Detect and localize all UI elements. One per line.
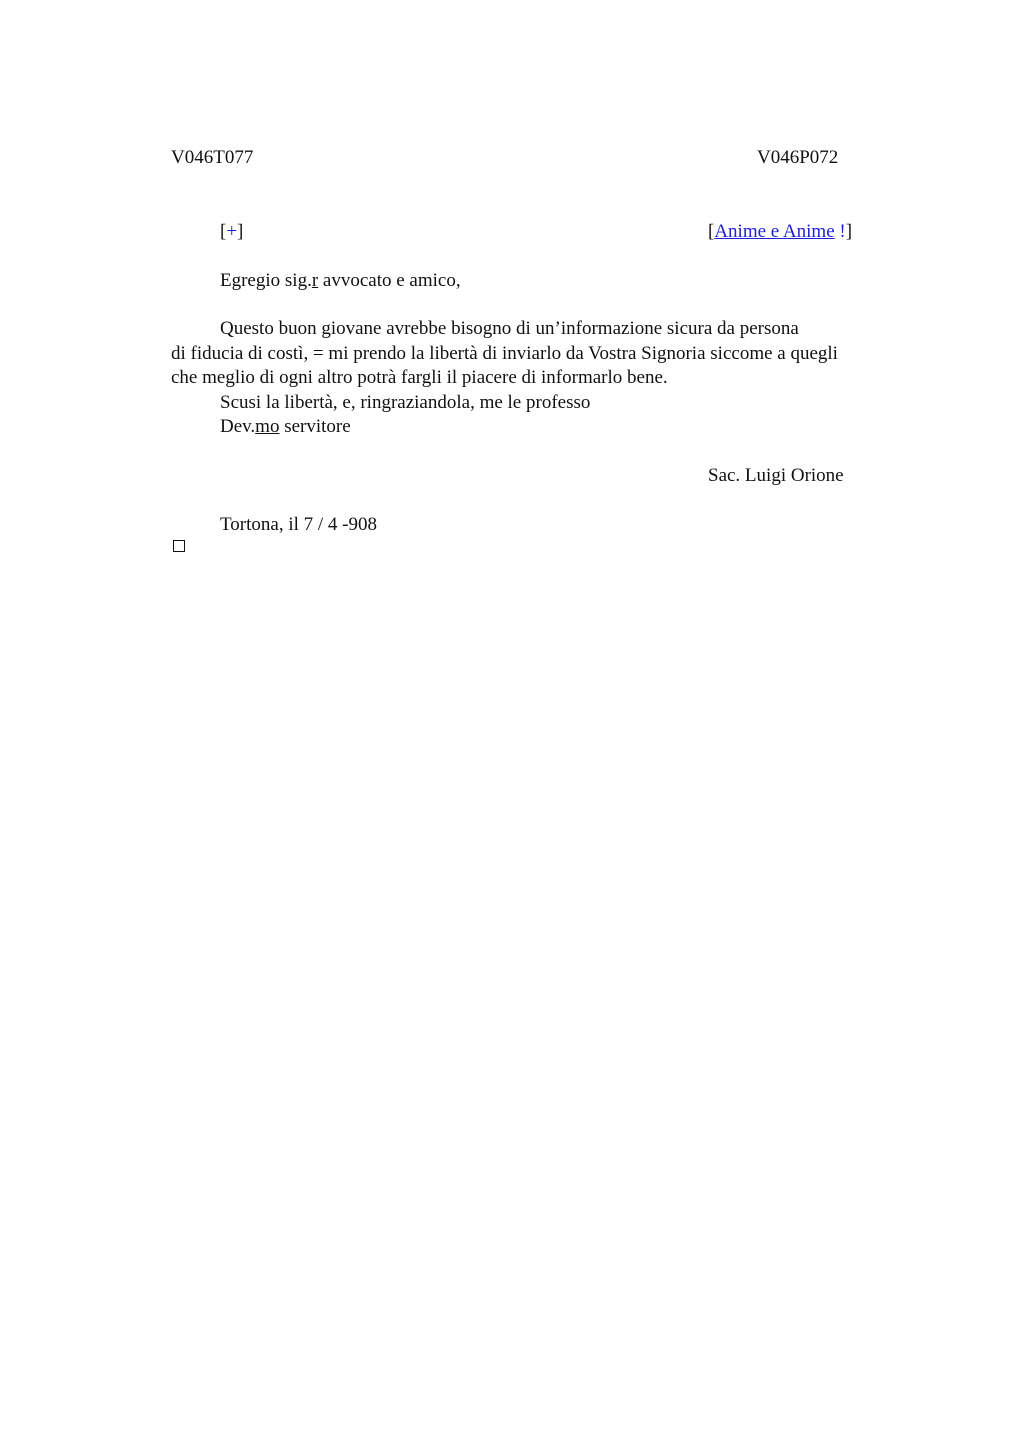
expand-link-group — [220, 220, 243, 244]
signature: Sac. Luigi Orione — [708, 465, 844, 486]
date-line: Tortona, il 7 / 4 -908 — [220, 514, 377, 535]
anime-bang-link[interactable]: ! — [839, 221, 846, 242]
bracket-close: ] — [845, 221, 853, 242]
salutation-rest: avvocato e amico, — [318, 270, 461, 291]
bracket-close: ] — [237, 221, 244, 242]
expand-plus-link[interactable]: + — [226, 221, 238, 242]
salutation-abbrev: r — [311, 270, 319, 291]
bracket-open: [ — [708, 221, 715, 242]
salutation-text: Egregio sig. — [220, 270, 312, 291]
closing-line-1: Scusi la libertà, e, ringraziandola, me le professo — [220, 392, 591, 413]
body-line-3: che meglio di ogni altro potrà fargli il piacere di informarlo bene. — [171, 367, 668, 388]
salutation — [220, 269, 461, 293]
document-code-right: V046P072 — [757, 147, 839, 168]
closing-abbrev: mo — [255, 416, 280, 437]
end-square-icon — [173, 540, 185, 552]
closing-line-2 — [220, 415, 351, 439]
anime-link-group — [708, 220, 852, 244]
anime-e-anime-link[interactable]: Anime e Anime — [714, 221, 835, 242]
closing-rest: servitore — [279, 416, 351, 437]
closing-text: Dev. — [220, 416, 256, 437]
body-line-2: di fiducia di costì, = mi prendo la libertà di inviarlo da Vostra Signoria siccome a quegli — [171, 343, 838, 364]
body-line-1: Questo buon giovane avrebbe bisogno di un’informazione sicura da persona — [220, 318, 799, 339]
document-code-left: V046T077 — [171, 147, 254, 168]
bracket-open: [ — [220, 221, 227, 242]
